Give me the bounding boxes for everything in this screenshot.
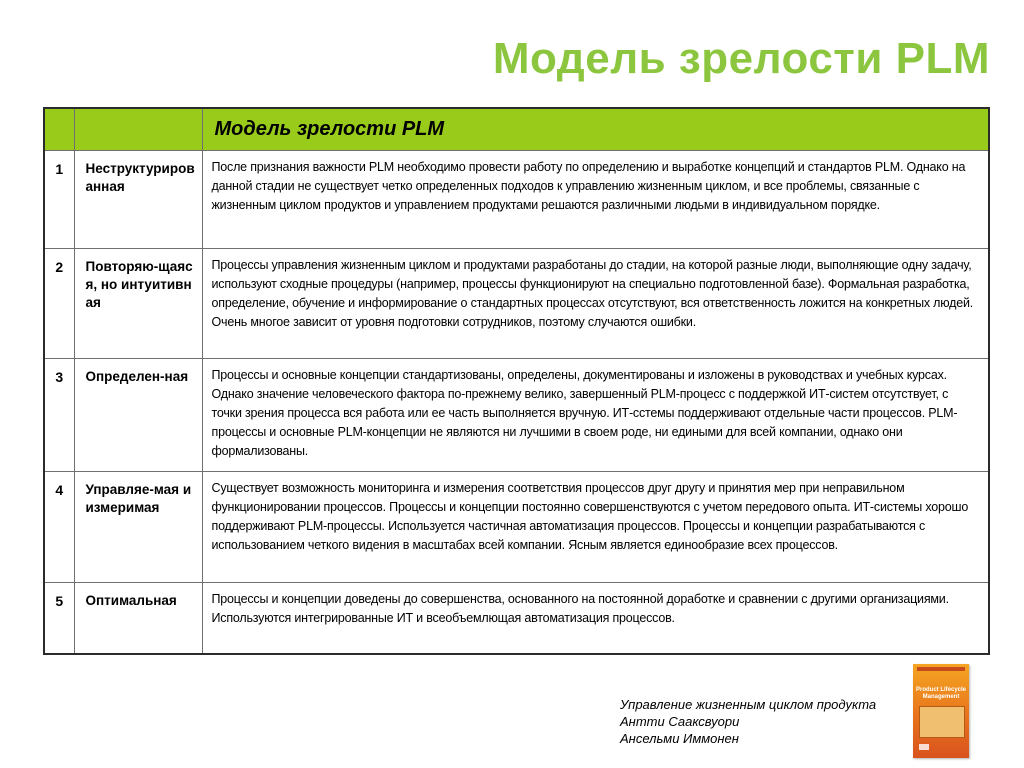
level-description: После признания важности PLM необходимо провести работу по определению и выработке концепций и стандартов PLM. Однако на данной стадии не существует четко определенных подходов к управлению жизненным циклом, и все проблемы, связанные с жизненным циклом продуктов и управлением продуктами решаются различными людьми в индивидуальном порядке. [202, 151, 989, 249]
row-number: 2 [44, 249, 74, 359]
header-cell-num [44, 108, 74, 151]
table-row [44, 359, 989, 472]
table-row [44, 249, 989, 359]
level-description: Процессы управления жизненным циклом и продуктами разработаны до стадии, на которой разные люди, выполняющие одну задачу, используют сходные процедуры (например, процессы функционируют на специально подготовленной базе). Формальная разработка, определение, обучение и информирование о стандартных процессах отсутствуют, вся ответственность ложится на конкретных людей. Очень многое зависит от уровня подготовки сотрудников, поэтому случаются ошибки. [202, 249, 989, 359]
level-description: Существует возможность мониторинга и измерения соответствия процессов друг другу и принятия мер при неправильном функционировании процессов. Процессы и концепции постоянно совершенствуются с учетом передового опыта. ИТ-системы хорошо поддерживают PLM-процессы. Используется частичная автоматизация процессов. Процессы и концепции разрабатываются с использованием четкого видения в масштабах всей компании. Ясным является единообразие всех процессов. [202, 472, 989, 583]
book-title: Управление жизненным циклом продукта [620, 697, 877, 712]
header-cell-level [74, 108, 202, 151]
row-number: 5 [44, 583, 74, 655]
level-description: Процессы и основные концепции стандартизованы, определены, документированы и изложены в руководствах и учебных курсах. Однако значение человеческого фактора по-прежнему велико, завершенный PLM-процесс с поддержкой ИТ-систем отсутствует, с точки зрения процесса вся работа или ее часть выполняется вручную. ИТ-сстемы поддерживают отдельные части процессов. PLM-процессы и основные PLM-концепции не являются ни лучшими в своем роде, ни едиными для всей компании, однако они формализованы. [202, 359, 989, 472]
book-author-1: Антти Сааксвуори [620, 714, 740, 729]
book-cover-image [913, 664, 969, 758]
book-author-2: Ансельми Иммонен [620, 731, 739, 746]
maturity-level: Повторяю-щаяся, но интуитивная [74, 249, 202, 359]
maturity-level: Оптимальная [74, 583, 202, 655]
cover-illustration [919, 706, 965, 738]
header-cell-title: Модель зрелости PLM [202, 108, 989, 151]
table-row [44, 151, 989, 249]
maturity-table [43, 107, 990, 655]
row-number: 3 [44, 359, 74, 472]
level-description: Процессы и концепции доведены до совершенства, основанного на постоянной доработке и сравнении с другими организациями. Используются интегрированные ИТ и всеобъемлющая автоматизация процессов. [202, 583, 989, 655]
table-row [44, 472, 989, 583]
table-header-row [44, 108, 989, 151]
book-reference [620, 696, 876, 747]
maturity-level: Управляе-мая и измеримая [74, 472, 202, 583]
page-title: Модель зрелости PLM [492, 34, 990, 83]
publisher-logo-icon [919, 744, 929, 750]
row-number: 4 [44, 472, 74, 583]
cover-title: Product Lifecycle Management [916, 687, 967, 700]
maturity-level: Неструктурированная [74, 151, 202, 249]
cover-stripe [917, 667, 965, 671]
maturity-level: Определен-ная [74, 359, 202, 472]
table-row [44, 583, 989, 655]
row-number: 1 [44, 151, 74, 249]
